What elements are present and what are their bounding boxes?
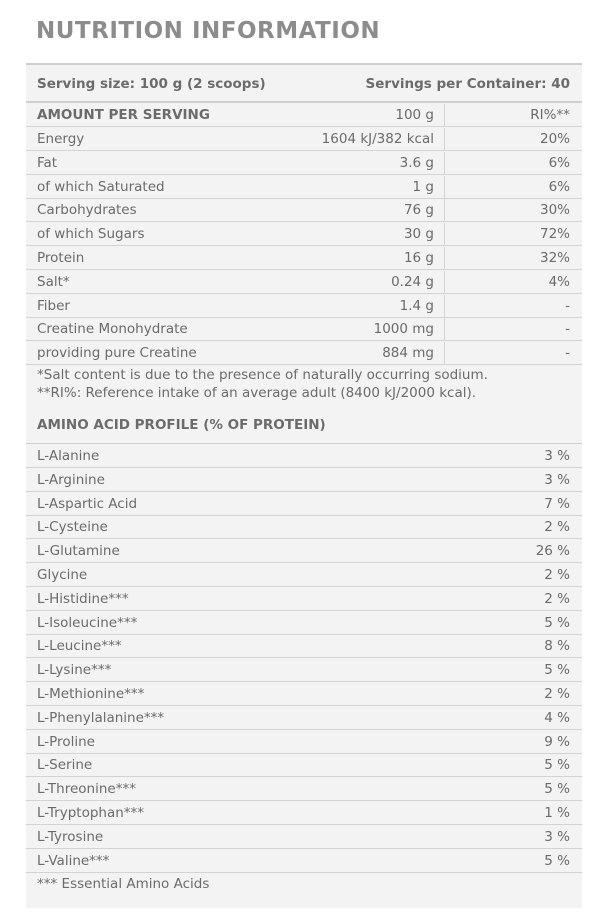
amino-acid-percent: 3 %: [544, 828, 570, 845]
amino-acid-header: [26, 406, 582, 444]
amino-acid-percent: 9 %: [544, 733, 570, 750]
nutrient-ri: 72%: [539, 226, 570, 243]
amino-acid-percent: 5 %: [544, 662, 570, 679]
nutrient-row: [26, 128, 582, 151]
amino-acid-row: [26, 469, 582, 492]
amino-acid-row: [26, 802, 582, 825]
serving-info: [26, 65, 582, 103]
nutrient-amount: 16 g: [403, 250, 434, 266]
ri-note: **RI%: Reference intake of an average adult (8400 kJ/2000 kcal).: [37, 385, 477, 401]
amino-acid-name: L-Cysteine: [37, 519, 108, 536]
nutrient-ri: 30%: [539, 202, 570, 219]
nutrient-amount: 1000 mg: [373, 321, 434, 338]
amino-acid-percent: 5 %: [544, 614, 570, 631]
nutrient-amount: 3.6 g: [399, 154, 434, 171]
amino-acid-row: [26, 731, 582, 754]
amino-acid-percent: 5 %: [544, 852, 570, 869]
amino-acid-name: L-Aspartic Acid: [37, 495, 138, 512]
nutrient-row: [26, 152, 582, 175]
nutrient-amount: 30 g: [403, 226, 434, 243]
amino-acid-name: L-Threonine***: [37, 781, 136, 798]
amino-acid-percent: 5 %: [544, 781, 570, 798]
nutrient-name: Creatine Monohydrate: [37, 321, 188, 338]
amino-acid-row: [26, 445, 582, 468]
amino-acid-name: L-Arginine: [37, 471, 105, 488]
nutrient-amount: 76 g: [403, 202, 434, 219]
nutrient-row: [26, 199, 582, 222]
amino-acid-percent: 2 %: [544, 519, 570, 536]
nutrient-amount: 0.24 g: [391, 273, 434, 290]
nutrient-name: of which Saturated: [37, 178, 165, 195]
amino-acid-row: [26, 683, 582, 706]
serving-size: Serving size: 100 g (2 scoops): [37, 76, 266, 92]
nutrient-ri: -: [565, 345, 570, 362]
amino-acid-name: L-Serine: [37, 757, 93, 774]
amino-acid-percent: 26 %: [535, 543, 570, 560]
amino-acid-name: L-Isoleucine***: [37, 614, 138, 631]
amino-acid-name: L-Lysine***: [37, 662, 112, 679]
nutrient-name: Carbohydrates: [37, 202, 137, 219]
amino-acid-row: [26, 850, 582, 873]
nutrient-name: Protein: [37, 250, 85, 266]
amino-acid-percent: 4 %: [544, 709, 570, 726]
nutrient-ri: -: [565, 321, 570, 338]
amino-acid-row: [26, 516, 582, 539]
essential-amino-note: *** Essential Amino Acids: [37, 876, 210, 892]
amino-acid-percent: 2 %: [544, 567, 570, 583]
amino-acid-percent: 2 %: [544, 590, 570, 607]
nutrient-name: Fat: [37, 154, 58, 171]
nutrient-name: Fiber: [37, 297, 70, 314]
page-title: NUTRITION INFORMATION: [36, 18, 381, 44]
amino-acid-percent: 1 %: [544, 805, 570, 821]
nutrient-amount: 884 mg: [382, 345, 434, 362]
nutrient-name: of which Sugars: [37, 226, 145, 243]
amino-acid-percent: 3 %: [544, 471, 570, 488]
ri-header: RI%**: [530, 107, 570, 123]
nutrient-row: [26, 176, 582, 199]
nutrient-name: Salt*: [37, 273, 70, 290]
amino-acid-name: L-Histidine***: [37, 590, 129, 607]
amino-acid-percent: 3 %: [544, 448, 570, 464]
amino-acid-percent: 7 %: [544, 495, 570, 512]
nutrient-ri: 6%: [548, 178, 570, 195]
salt-note: *Salt content is due to the presence of naturally occurring sodium.: [37, 367, 488, 383]
amino-acid-row: [26, 659, 582, 682]
nutrient-row: [26, 223, 582, 246]
nutrient-row: [26, 247, 582, 270]
nutrient-ri: 32%: [539, 250, 570, 266]
amino-acid-percent: 8 %: [544, 638, 570, 655]
nutrient-ri: 4%: [548, 273, 570, 290]
amino-acid-percent: 2 %: [544, 686, 570, 702]
nutrient-row: [26, 295, 582, 318]
amino-acid-name: L-Valine***: [37, 852, 110, 869]
amino-acid-percent: 5 %: [544, 757, 570, 774]
amino-acid-row: [26, 564, 582, 587]
amino-acid-name: L-Methionine***: [37, 686, 145, 702]
nutrient-row: [26, 318, 582, 341]
amino-acid-row: [26, 754, 582, 777]
servings-per-container: Servings per Container: 40: [365, 76, 570, 92]
amino-acid-name: L-Tryptophan***: [37, 805, 145, 821]
amount-per-serving-label: AMOUNT PER SERVING: [37, 107, 210, 123]
nutrient-row: [26, 342, 582, 365]
amino-acid-title: AMINO ACID PROFILE (% OF PROTEIN): [37, 417, 326, 433]
nutrient-name: providing pure Creatine: [37, 345, 197, 362]
footnotes: [37, 366, 488, 402]
amino-acid-name: Glycine: [37, 567, 88, 583]
nutrient-ri: 20%: [539, 131, 570, 147]
amino-acid-name: L-Tyrosine: [37, 828, 104, 845]
nutrient-row: [26, 271, 582, 294]
amino-acid-row: [26, 540, 582, 563]
amino-acid-name: L-Proline: [37, 733, 95, 750]
amino-acid-row: [26, 588, 582, 611]
amino-acid-name: L-Phenylalanine***: [37, 709, 165, 726]
amino-acid-name: L-Alanine: [37, 448, 100, 464]
nutrient-ri: -: [565, 297, 570, 314]
amino-acid-row: [26, 635, 582, 658]
nutrient-ri: 6%: [548, 154, 570, 171]
amino-acid-row: [26, 493, 582, 516]
amino-acid-name: L-Leucine***: [37, 638, 122, 655]
amino-acid-row: [26, 612, 582, 635]
nutrient-name: Energy: [37, 131, 85, 147]
amino-acid-row: [26, 707, 582, 730]
nutrient-amount: 1.4 g: [399, 297, 434, 314]
amount-header-row: [26, 104, 582, 127]
amino-acid-row: [26, 826, 582, 849]
amino-acid-row: [26, 778, 582, 801]
amount-header: 100 g: [395, 107, 434, 123]
amino-acid-name: L-Glutamine: [37, 543, 120, 560]
nutrient-amount: 1 g: [412, 178, 434, 195]
nutrient-amount: 1604 kJ/382 kcal: [321, 131, 434, 147]
